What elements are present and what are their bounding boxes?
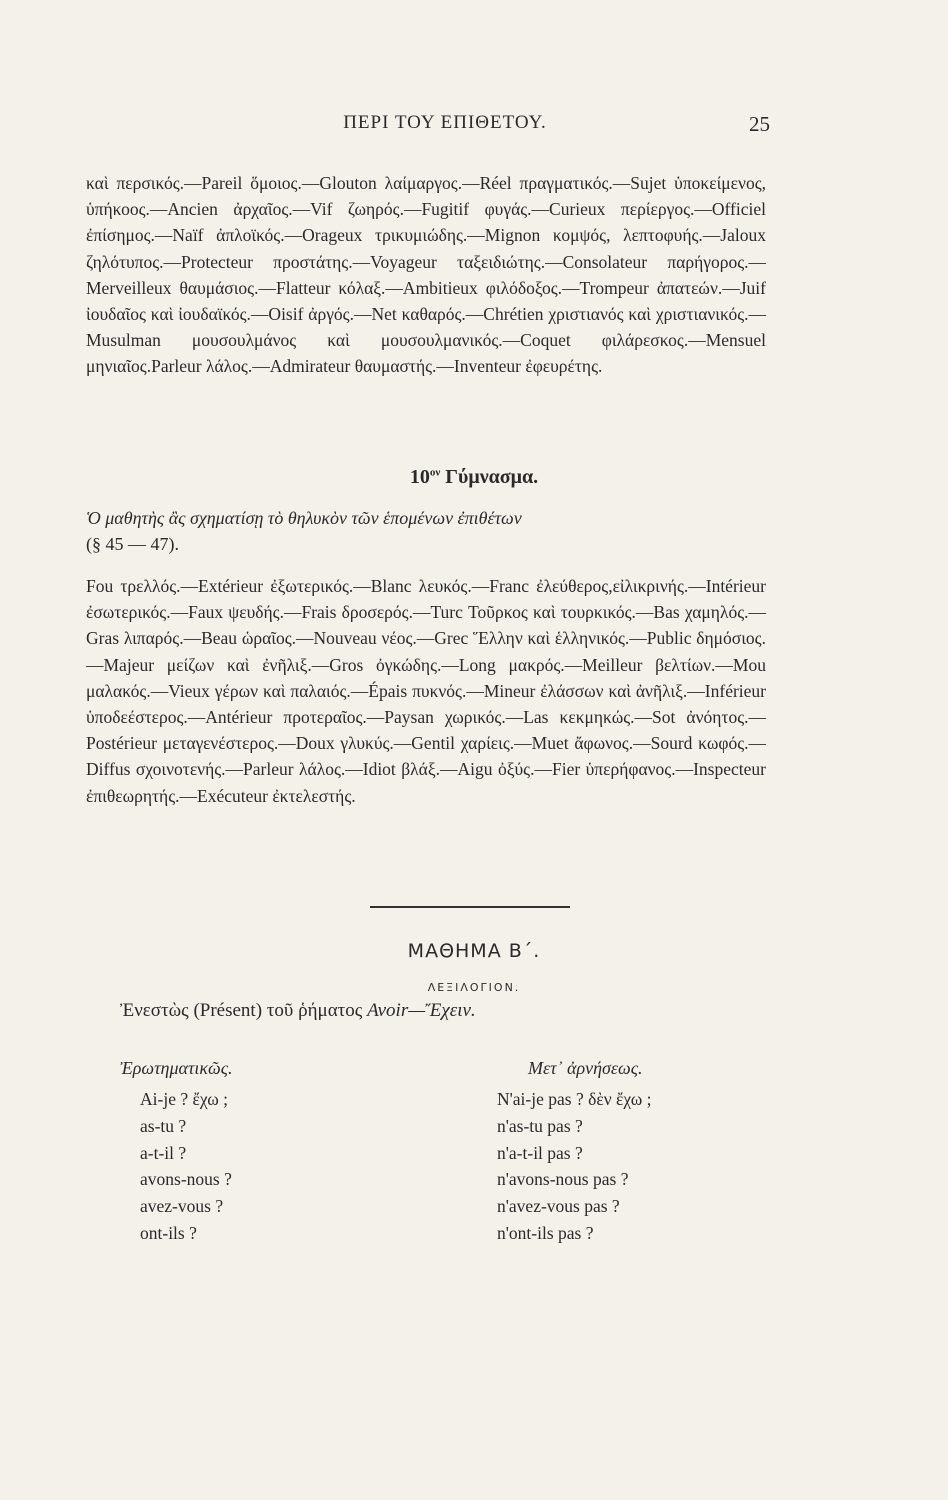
instruction-reference: (§ 45 — 47). — [86, 534, 179, 554]
exercise-instruction — [86, 505, 766, 557]
lesson-title: ΜΑΘΗΜΑ Β΄. — [407, 940, 541, 962]
instruction-text: Ὁ μαθητὴς ἂς σχηματίσῃ τὸ θηλυκὸν τῶν ἑπομένων ἐπιθέτων — [86, 508, 522, 528]
conjugation-item: ont-ils ? — [140, 1222, 197, 1243]
interrogative-list — [140, 1086, 232, 1247]
conjugation-item: avez-vous ? — [140, 1196, 224, 1217]
vocabulary-label: ΛΕΞΙΛΟΓΙΟΝ. — [427, 981, 521, 994]
conjugation-item: n'ont-ils pas ? — [497, 1222, 594, 1243]
conjugation-item: N'ai-je pas ? δὲν ἔχω ; — [497, 1089, 652, 1109]
exercise-heading — [0, 466, 948, 489]
negative-heading: Μετ᾽ ἀρνήσεως. — [528, 1058, 643, 1078]
tense-verb: Avoir—Ἔχειν. — [367, 1000, 476, 1021]
running-head — [120, 112, 770, 142]
conjugation-item: Ai-je ? ἔχω ; — [140, 1089, 228, 1109]
exercise-ordinal: ον — [429, 466, 441, 479]
conjugation-item: a-t-il ? — [140, 1142, 187, 1163]
exercise-number: 10 — [409, 466, 430, 488]
tense-middle: τοῦ ῥήματος — [266, 1000, 363, 1021]
interrogative-heading: Ἐρωτηματικῶς. — [120, 1058, 233, 1078]
exercise-paragraph: Fou τρελλός.—Extérieur ἐξωτερικός.—Blanc λευκός.—Franc ἐλεύθερος,εἰλικρινής.—Intérieur ἐσωτερικός.—Faux ψευδής.—Frais δροσερός.—Turc Τοῦρκος καὶ τουρκικός.—Bas χαμηλός.—Gras λιπαρός.—Beau ὡραῖος.—Nouveau νέος.—Grec Ἕλλην καὶ ἑλληνικός.—Public δημόσιος.—Majeur μείζων καὶ ἐνῆλιξ.—Gros ὀγκώδης.—Long μακρός.—Meilleur βελτίων.—Mou μαλακός.—Vieux γέρων καὶ παλαιός.—Épais πυκνός.—Mineur ἐλάσσων καὶ ἀνῆλιξ.—Inférieur ὑποδεέστερος.—Antérieur προτεραῖος.—Paysan χωρικός.—Las κεκμηκώς.—Sot ἀνόητος.—Postérieur μεταγενέστερος.—Doux γλυκύς.—Gentil χαρίεις.—Muet ἄφωνος.—Sourd κωφός.—Diffus σχοινοτενής.—Parleur λάλος.—Idiot βλάξ.—Aigu ὀξύς.—Fier ὑπερήφανος.—Inspecteur ἐπιθεωρητής.—Exécuteur ἐκτελεστής. — [86, 576, 766, 806]
conjugation-item: n'a-t-il pas ? — [497, 1142, 583, 1163]
page-number: 25 — [749, 112, 770, 136]
conjugation-item: avons-nous ? — [140, 1169, 232, 1190]
negative-list — [497, 1086, 651, 1247]
conjugation-item: n'as-tu pas ? — [497, 1115, 583, 1136]
vocabulary-paragraph: καὶ περσικός.—Pareil ὅμοιος.—Glouton λαίμαργος.—Réel πραγματικός.—Sujet ὑποκείμενος, ὑπήκοος.—Ancien ἀρχαῖος.—Vif ζωηρός.—Fugitif φυγάς.—Curieux περίεργος.—Officiel ἐπίσημος.—Naïf ἀπλοϊκός.—Orageux τρικυμιώδης.—Mignon κομψός, λεπτοφυής.—Jaloux ζηλότυπος.—Protecteur προστάτης.—Voyageur ταξειδιώτης.—Consolateur παρήγορος.—Merveilleux θαυμάσιος.—Flatteur κόλαξ.—Ambitieux φιλόδοξος.—Trompeur ἀπατεών.—Juif ἰουδαῖος καὶ ἰουδαϊκός.—Oisif ἀργός.—Net καθαρός.—Chrétien χριστιανός καὶ χριστιανικός.—Musulman μουσουλμάνος καὶ μουσουλμανικός.—Coquet φιλάρεσκος.—Mensuel μηνιαῖος.Parleur λάλος.—Admirateur θαυμαστής.—Inventeur ἐφευρέτης. — [86, 173, 766, 377]
section-divider — [370, 906, 570, 908]
running-title: ΠΕΡΙ ΤΟΥ ΕΠΙΘΕΤΟΥ. — [343, 112, 547, 133]
conjugation-item: n'avons-nous pas ? — [497, 1169, 629, 1190]
tense-prefix: Ἐνεστὼς — [120, 1000, 189, 1021]
conjugation-item: as-tu ? — [140, 1115, 187, 1136]
tense-present: (Présent) — [193, 1000, 263, 1021]
exercise-title: Γύμνασμα. — [445, 466, 539, 488]
tense-line — [120, 1000, 820, 1022]
conjugation-item: n'avez-vous pas ? — [497, 1196, 620, 1217]
